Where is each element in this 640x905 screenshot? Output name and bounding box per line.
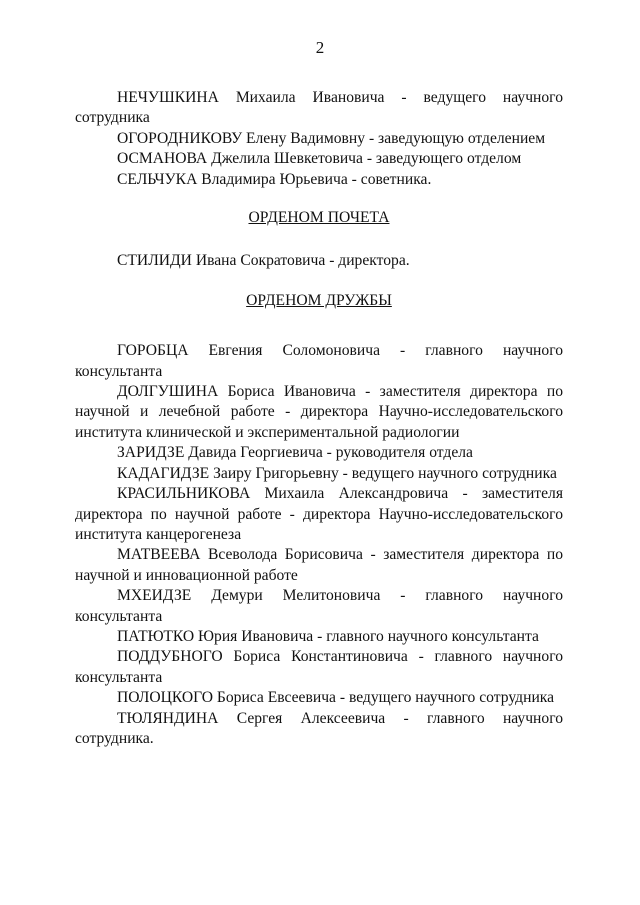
page-number: 2 <box>315 38 325 57</box>
award-entry-ogorodnikova: ОГОРОДНИКОВУ Елену Вадимовну - заведующую отделением <box>117 129 546 147</box>
section-heading-order-of-friendship: ОРДЕНОМ ДРУЖБЫ <box>246 291 392 309</box>
award-entry-stilidi: СТИЛИДИ Ивана Сократовича - директора. <box>117 252 410 270</box>
award-entry-tyulyandin: ТЮЛЯНДИНА Сергея Алексеевича - главного научного сотрудника. <box>75 709 563 747</box>
award-entry-dolgushin: ДОЛГУШИНА Бориса Ивановича - заместителя директора по научной и лечебной работе - директора Научно-исследовательского института клинической и экспериментальной радиологии <box>75 383 563 441</box>
award-entry-krasilnikov: КРАСИЛЬНИКОВА Михаила Александровича - заместителя директора по научной работе - директора Научно-исследовательского института канцерогенеза <box>75 485 563 543</box>
award-entry-polotsky: ПОЛОЦКОГО Бориса Евсеевича - ведущего научного сотрудника <box>117 689 555 707</box>
award-entry-osmanov: ОСМАНОВА Джелила Шевкетовича - заведующего отделом <box>117 150 522 168</box>
award-entry-kadagidze: КАДАГИДЗЕ Заиру Григорьевну - ведущего научного сотрудника <box>117 464 557 482</box>
award-entry-selchuk: СЕЛЬЧУКА Владимира Юрьевича - советника. <box>117 170 432 188</box>
award-entry-gorobets: ГОРОБЦА Евгения Соломоновича - главного научного консультанта <box>75 342 563 380</box>
award-entry-poddubny: ПОДДУБНОГО Бориса Константиновича - главного научного консультанта <box>75 648 563 686</box>
document-body <box>75 88 563 749</box>
award-entry-zaridze: ЗАРИДЗЕ Давида Георгиевича - руководителя отдела <box>117 444 473 462</box>
award-entry-matveev: МАТВЕЕВА Всеволода Борисовича - заместителя директора по научной и инновационной работе <box>75 546 563 584</box>
award-entry-nechushkin: НЕЧУШКИНА Михаила Ивановича - ведущего научного сотрудника <box>75 89 563 127</box>
award-entry-mkheidze: МХЕИДЗЕ Демури Мелитоновича - главного научного консультанта <box>75 587 563 625</box>
award-entry-patyutko: ПАТЮТКО Юрия Ивановича - главного научного консультанта <box>117 627 539 645</box>
section-heading-order-of-honour: ОРДЕНОМ ПОЧЕТА <box>248 209 390 227</box>
